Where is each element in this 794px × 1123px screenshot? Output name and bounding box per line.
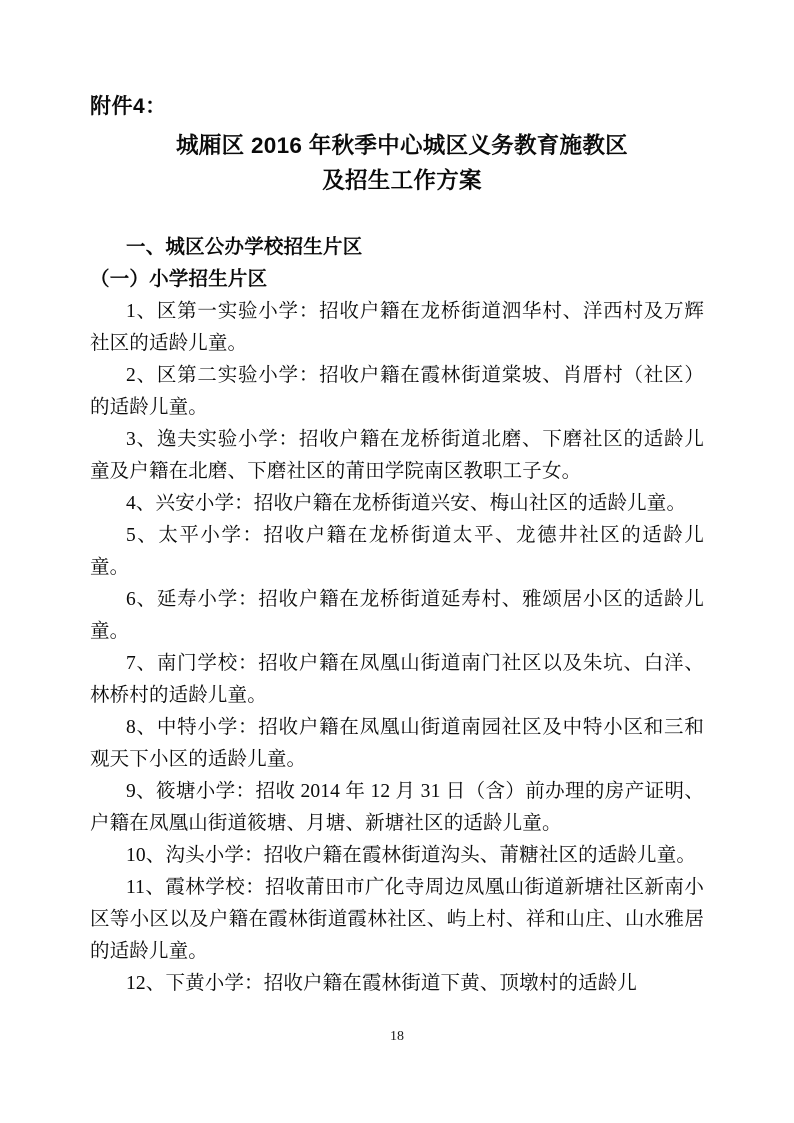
page-title-line-2: 及招生工作方案 — [322, 168, 482, 193]
subsection-heading-primary-school-districts: （一）小学招生片区 — [90, 269, 268, 290]
paragraph-item-7: 7、南门学校：招收户籍在凤凰山街道南门社区以及朱坑、白洋、林桥村的适龄儿童。 — [90, 653, 704, 706]
paragraph-item-6: 6、延寿小学：招收户籍在龙桥街道延寿村、雅颂居小区的适龄儿童。 — [90, 589, 704, 642]
paragraph-item-11: 11、霞林学校：招收莆田市广化寺周边凤凰山街道新塘社区新南小区等小区以及户籍在霞林街道霞林社区、屿上村、祥和山庄、山水雅居的适龄儿童。 — [90, 877, 704, 962]
paragraph-item-12: 12、下黄小学：招收户籍在霞林街道下黄、顶墩村的适龄儿 — [126, 973, 638, 994]
page-title-line-1: 城厢区 2016 年秋季中心城区义务教育施教区 — [176, 133, 628, 158]
paragraph-item-10: 10、沟头小学：招收户籍在霞林街道沟头、莆糖社区的适龄儿童。 — [126, 845, 697, 866]
paragraph-item-1: 1、区第一实验小学：招收户籍在龙桥街道泗华村、洋西村及万辉社区的适龄儿童。 — [90, 301, 704, 354]
page-number: 18 — [390, 1029, 404, 1044]
attachment-label: 附件4： — [90, 95, 167, 118]
document-body — [90, 92, 704, 1000]
paragraph-item-5: 5、太平小学：招收户籍在龙桥街道太平、龙德井社区的适龄儿童。 — [90, 525, 704, 578]
paragraph-item-9: 9、筱塘小学：招收 2014 年 12 月 31 日（含）前办理的房产证明、户籍在凤凰山街道筱塘、月塘、新塘社区的适龄儿童。 — [90, 781, 704, 834]
paragraph-item-2: 2、区第二实验小学：招收户籍在霞林街道棠坡、肖厝村（社区）的适龄儿童。 — [90, 365, 704, 418]
title-spacer — [90, 198, 704, 232]
paragraph-item-4: 4、兴安小学：招收户籍在龙桥街道兴安、梅山社区的适龄儿童。 — [126, 493, 687, 514]
paragraph-item-8: 8、中特小学：招收户籍在凤凰山街道南园社区及中特小区和三和观天下小区的适龄儿童。 — [90, 717, 704, 770]
page-title — [90, 128, 704, 198]
section-heading-public-school-districts: 一、城区公办学校招生片区 — [126, 237, 363, 258]
paragraph-item-3: 3、逸夫实验小学：招收户籍在龙桥街道北磨、下磨社区的适龄儿童及户籍在北磨、下磨社区的莆田学院南区教职工子女。 — [90, 429, 704, 482]
